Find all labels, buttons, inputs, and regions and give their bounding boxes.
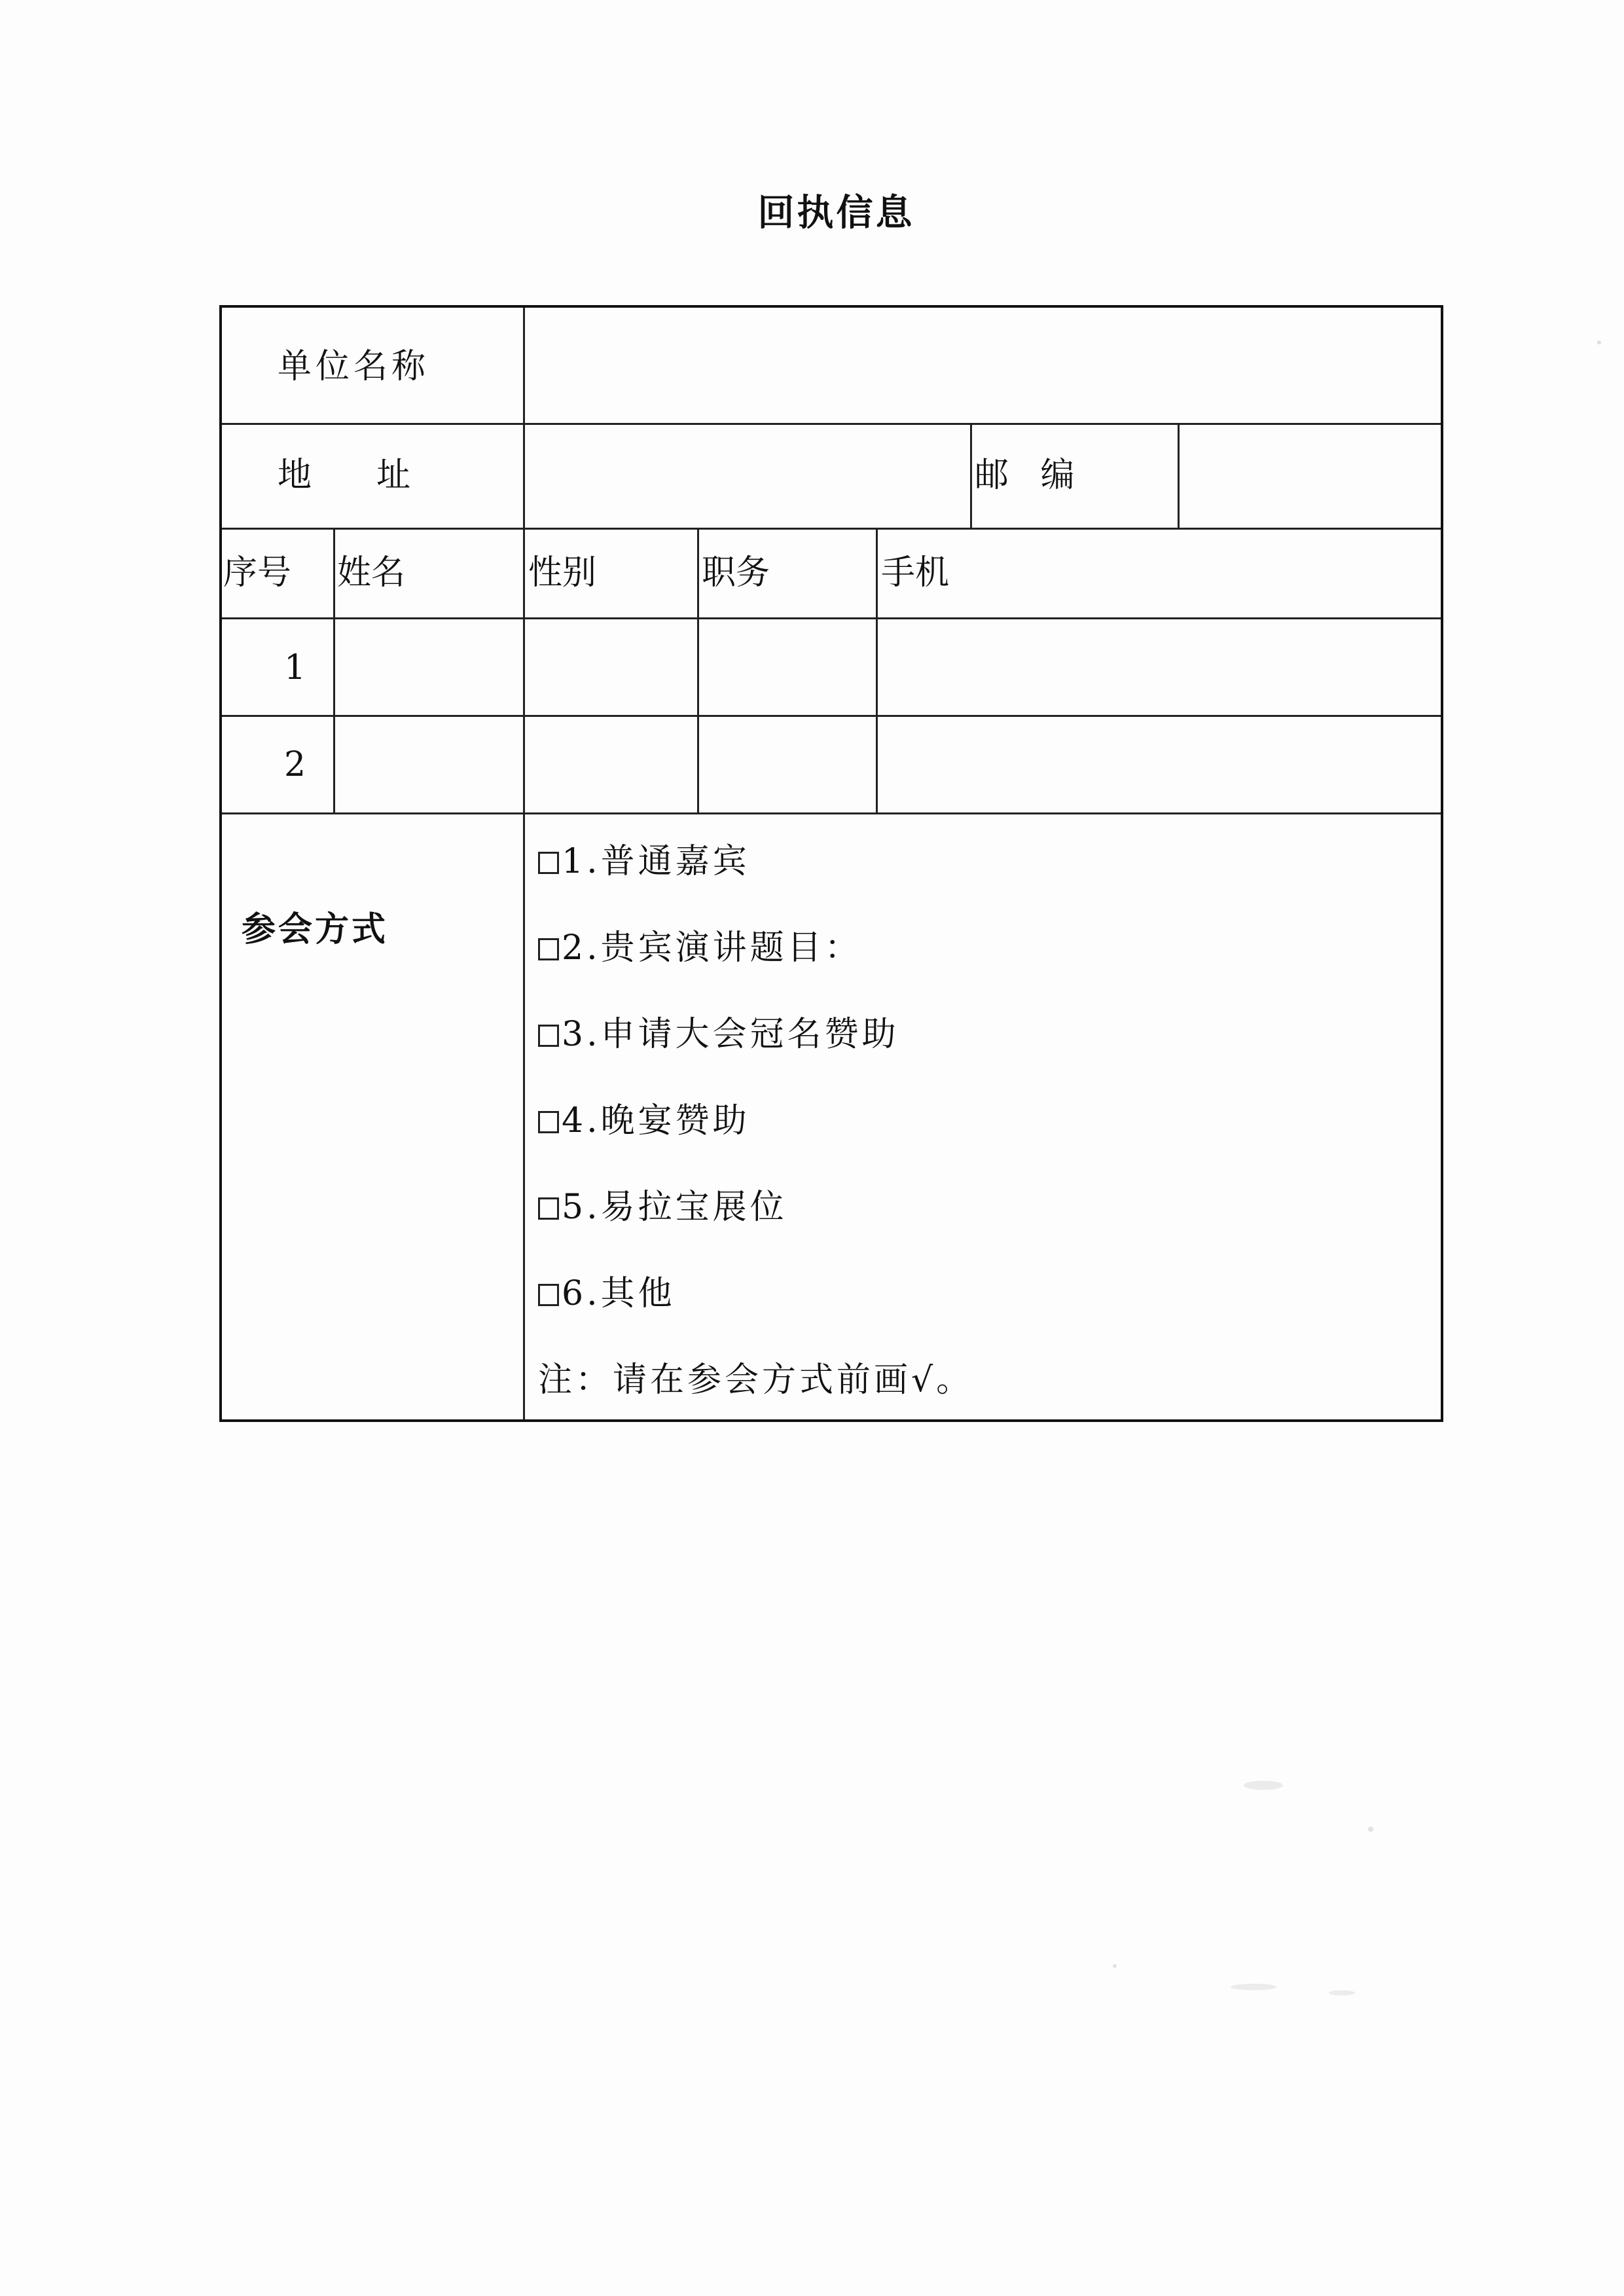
scan-speck [1329, 1990, 1355, 1995]
attendee-seq-1: 1 [284, 648, 306, 687]
checkbox-option-4[interactable] [538, 1111, 559, 1133]
reply-form-table [219, 305, 1443, 1422]
col-divider-title [876, 528, 878, 812]
attendee-1-position-field[interactable] [700, 620, 876, 715]
option-2-text: 贵宾演讲题目： [600, 928, 862, 968]
row-divider-2 [222, 528, 1441, 530]
header-position: 职务 [702, 553, 770, 592]
option-3-text: 申请大会冠名赞助 [600, 1015, 899, 1054]
checkbox-option-2[interactable] [538, 938, 559, 960]
header-name: 姓名 [337, 553, 406, 592]
attendee-1-mobile-field[interactable] [878, 620, 1441, 715]
participation-label: 参会方式 [242, 910, 389, 949]
col-divider-postcode-label [970, 423, 972, 528]
checkbox-option-5[interactable] [538, 1197, 559, 1220]
attendee-1-gender-field[interactable] [526, 620, 697, 715]
option-1-num: 1. [562, 842, 601, 881]
option-5 [538, 1188, 787, 1227]
page-title: 回执信息 [757, 192, 915, 234]
address-label: 地 址 [278, 456, 411, 495]
option-6 [538, 1274, 676, 1313]
participation-note: 注：请在参会方式前画√。 [538, 1360, 974, 1400]
option-3 [538, 1015, 899, 1054]
org-name-field[interactable] [526, 308, 1441, 423]
header-seq: 序号 [223, 553, 292, 592]
option-5-text: 易拉宝展位 [600, 1188, 787, 1227]
option-4-num: 4. [562, 1101, 601, 1140]
col-divider-seq [333, 528, 335, 812]
col-divider-postcode-value [1178, 423, 1180, 528]
postcode-field[interactable] [1180, 425, 1441, 528]
row-divider-5 [222, 812, 1441, 814]
attendee-2-gender-field[interactable] [526, 718, 697, 812]
option-2 [538, 928, 862, 968]
row-divider-4 [222, 715, 1441, 717]
option-4 [538, 1101, 750, 1140]
scan-speck [1597, 340, 1601, 344]
scan-speck [1231, 1984, 1276, 1990]
option-2-num: 2. [562, 928, 601, 968]
scan-speck [1368, 1827, 1373, 1832]
row-divider-3 [222, 617, 1441, 619]
attendee-2-name-field[interactable] [336, 718, 523, 812]
option-6-num: 6. [562, 1274, 601, 1313]
address-field[interactable] [526, 425, 970, 528]
col-divider-label [523, 308, 525, 1419]
col-divider-gender [697, 528, 699, 812]
checkbox-option-3[interactable] [538, 1025, 559, 1047]
option-6-text: 其他 [600, 1274, 676, 1313]
option-1 [538, 842, 750, 881]
checkbox-option-6[interactable] [538, 1284, 559, 1306]
attendee-seq-2: 2 [284, 745, 306, 784]
attendee-2-position-field[interactable] [700, 718, 876, 812]
checkbox-option-1[interactable] [538, 852, 559, 874]
header-mobile: 手机 [881, 553, 950, 592]
option-4-text: 晚宴赞助 [600, 1101, 750, 1140]
option-3-num: 3. [562, 1015, 601, 1054]
scan-speck [1244, 1781, 1283, 1790]
org-name-label: 单位名称 [278, 347, 430, 386]
attendee-2-mobile-field[interactable] [878, 718, 1441, 812]
option-1-text: 普通嘉宾 [600, 842, 750, 881]
postcode-label: 邮 编 [975, 456, 1085, 495]
header-gender: 性别 [528, 553, 597, 592]
option-5-num: 5. [562, 1188, 601, 1227]
scan-speck [1113, 1964, 1117, 1968]
